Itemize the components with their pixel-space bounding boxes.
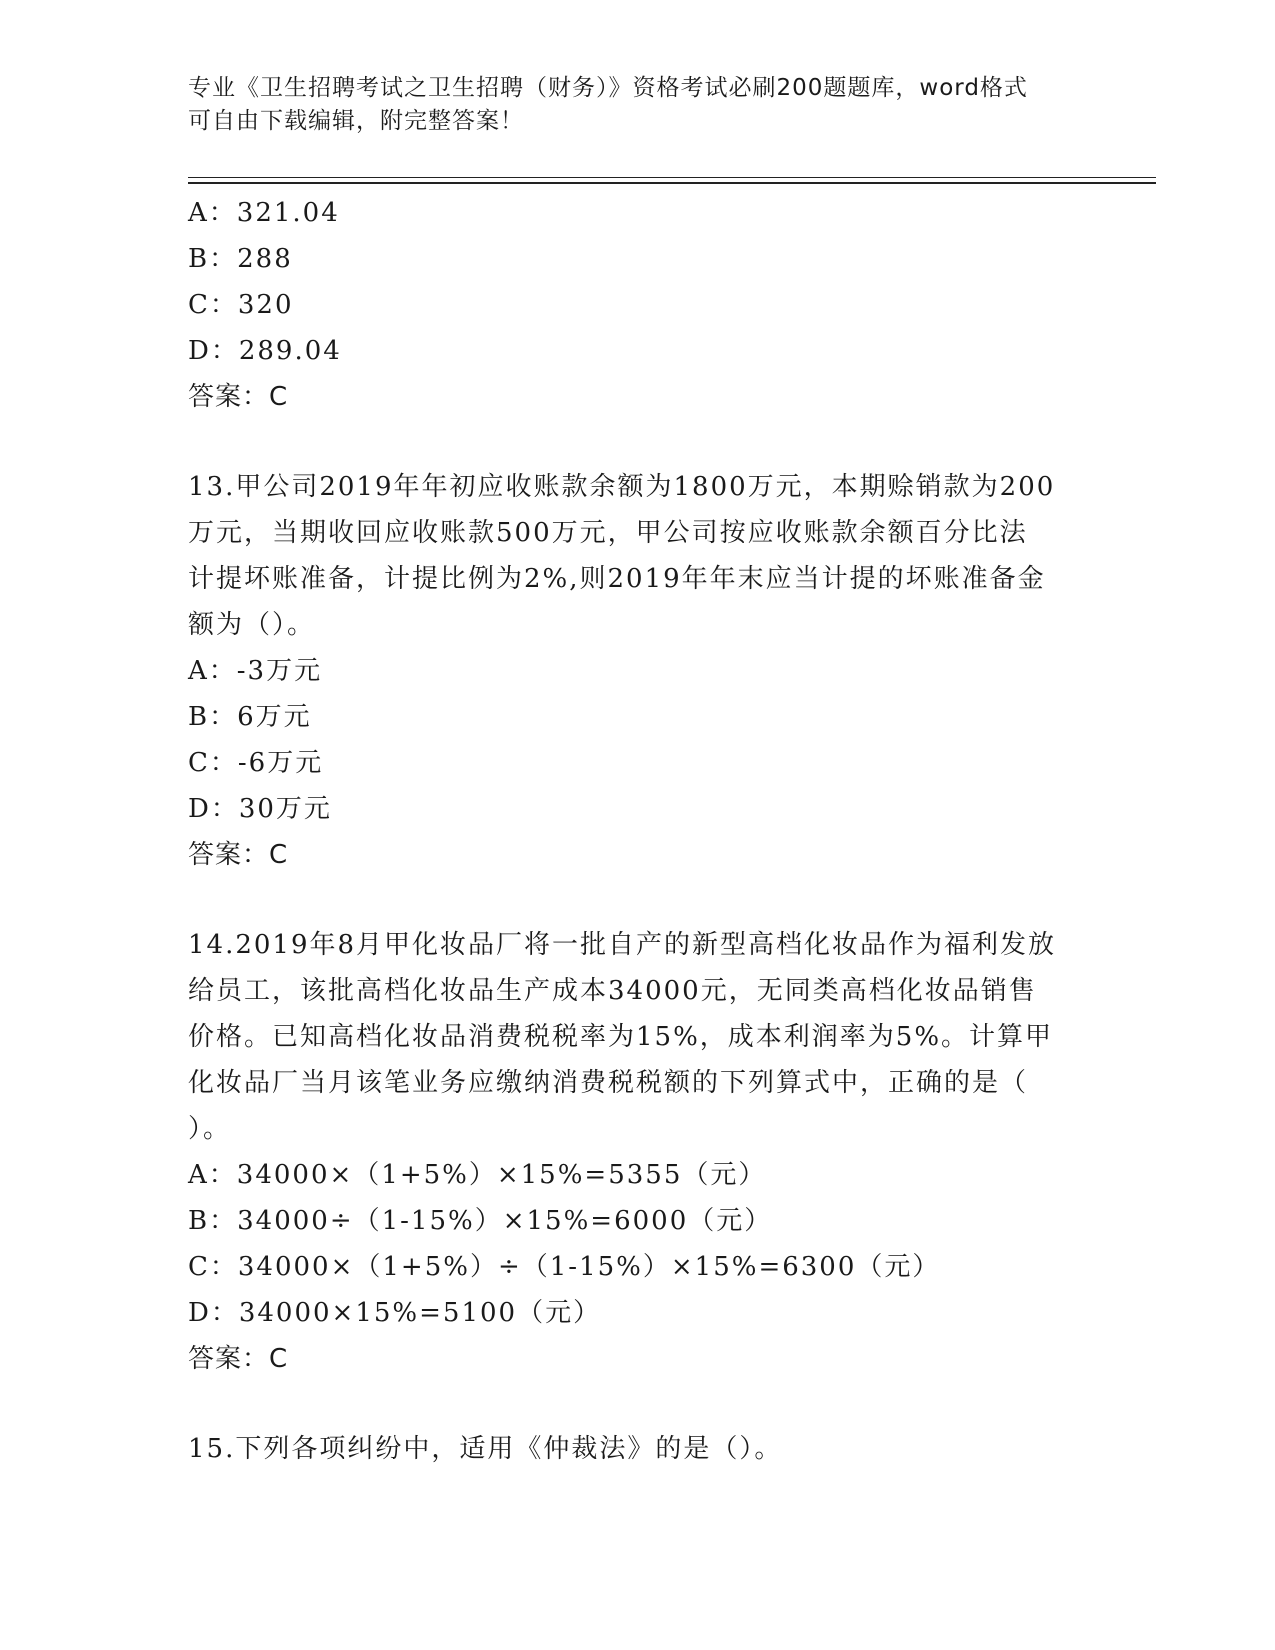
question-text [188,464,1088,648]
option-a: A：321.04 [188,198,340,228]
header-line-1: 专业《卫生招聘考试之卫生招聘（财务）》资格考试必刷200题题库，word格式 [188,75,1028,101]
spacer [188,420,1088,464]
answer: 答案：C [188,382,289,412]
header-line-2: 可自由下载编辑，附完整答案！ [188,108,524,134]
document-body [188,190,1088,1472]
option-b: B：288 [188,244,293,274]
question-text-line: 价格。已知高档化妆品消费税税率为15%，成本利润率为5%。计算甲 [188,1022,1054,1052]
answer: 答案：C [188,840,289,870]
spacer [188,1382,1088,1426]
option-a: A：-3万元 [188,656,323,686]
question-text [188,922,1088,1152]
question-text-line: 计提坏账准备，计提比例为2%,则2019年年末应当计提的坏账准备金 [188,564,1046,594]
header-divider-thin [188,177,1156,178]
question-13 [188,464,1088,878]
document-header [188,72,1068,138]
option-c: C：34000×（1+5%）÷（1-15%）×15%=6300（元） [188,1252,941,1282]
option-b: B：6万元 [188,702,312,732]
spacer [188,878,1088,922]
option-a: A：34000×（1+5%）×15%=5355（元） [188,1160,767,1190]
question-text-line: 化妆品厂当月该笔业务应缴纳消费税税额的下列算式中，正确的是（ [188,1068,1029,1098]
question-text-line: 额为（）。 [188,610,316,640]
question-text-line: 13.甲公司2019年年初应收账款余额为1800万元，本期赊销款为200 [188,472,1056,502]
question-15 [188,1426,1088,1472]
question-text-line: ）。 [188,1114,232,1144]
option-d: D：30万元 [188,794,332,824]
question-12 [188,190,1088,420]
question-text-line: 给员工，该批高档化妆品生产成本34000元，无同类高档化妆品销售 [188,976,1037,1006]
answer: 答案：C [188,1344,289,1374]
question-14 [188,922,1088,1382]
option-d: D：289.04 [188,336,342,366]
question-text-line: 15.下列各项纠纷中，适用《仲裁法》的是（）。 [188,1434,783,1464]
question-text-line: 万元，当期收回应收账款500万元，甲公司按应收账款余额百分比法 [188,518,1028,548]
question-text [188,1426,1088,1472]
header-divider-thick [188,182,1156,184]
option-b: B：34000÷（1-15%）×15%=6000（元） [188,1206,773,1236]
question-text-line: 14.2019年8月甲化妆品厂将一批自产的新型高档化妆品作为福利发放 [188,930,1057,960]
option-c: C：-6万元 [188,748,324,778]
option-d: D：34000×15%=5100（元） [188,1298,602,1328]
option-c: C：320 [188,290,294,320]
